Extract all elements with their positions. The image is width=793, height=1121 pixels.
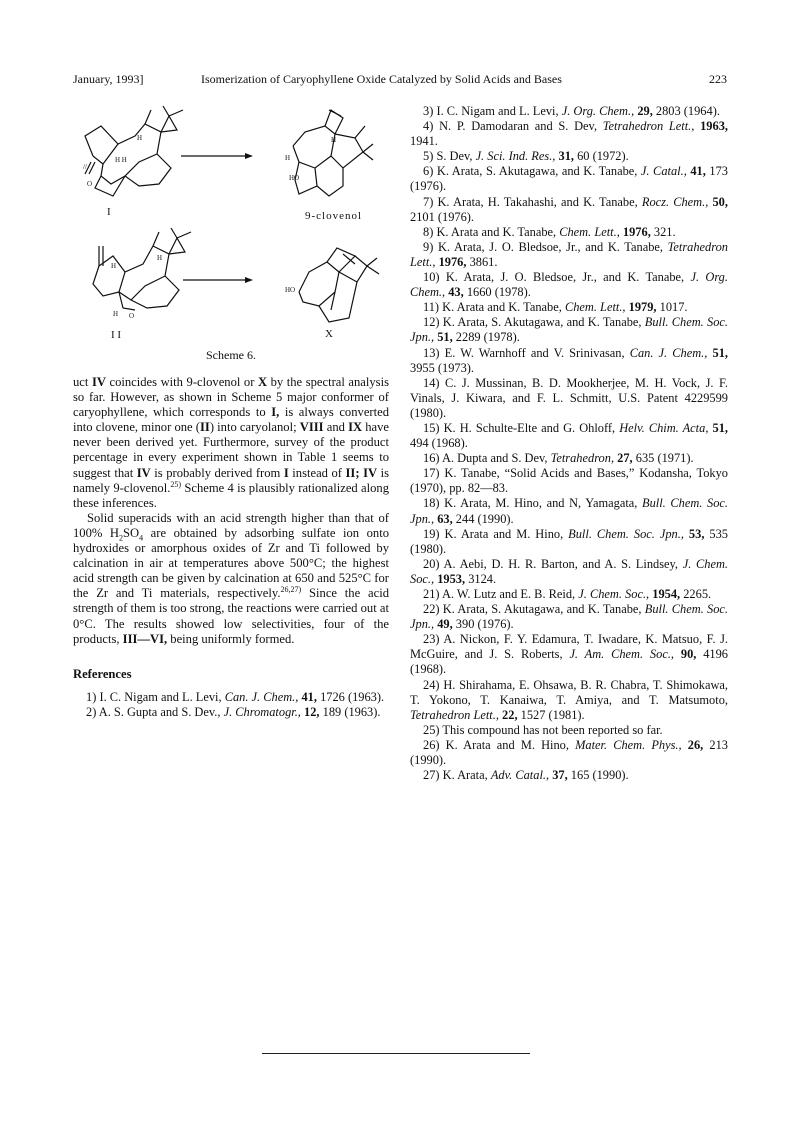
reference-authors: H. Shirahama, E. Ohsawa, B. R. Chabra, T. Shimokawa, T. Yokono, T. Kanaiwa, T. Amiya, and T. Matsumoto, — [410, 677, 728, 707]
page-number: 223 — [709, 72, 727, 86]
reference-number: 14) — [423, 375, 440, 390]
reference-item — [410, 104, 728, 119]
reference-volume: 27, — [617, 451, 633, 466]
reference-item — [410, 149, 728, 164]
reference-authors: A. Aebi, D. H. R. Barton, and A. S. Lindsey, — [443, 556, 683, 571]
reference-item — [410, 225, 728, 240]
reference-journal: Tetrahedron Lett., — [602, 119, 695, 134]
reference-journal: J. Catal., — [640, 164, 687, 179]
header-title: Isomerization of Caryophyllene Oxide Catalyzed by Solid Acids and Bases — [201, 72, 562, 86]
reference-journal: J. Am. Chem. Soc., — [569, 647, 675, 662]
reference-authors: A. Dupta and S. Dev, — [441, 451, 551, 466]
paragraph-2: Solid superacids with an acid strength higher than that of 100% $H_2SO_4$ are obtained by adsorbing sulfate ion onto hydroxides or amorphous oxides of Zr and Ti followed by calcination in air at temperatures above 500°C; the highest acid strength can be given by calcination at 650 and 525°C for the Zr and Ti materials, respectively.$^{26,27)}$ Since the acid strength of them is too strong, the reactions were carried out at 0°C. The results showed low selectivities, four of the products, III—VI, being uniformly formed. — [73, 510, 390, 646]
reference-journal: Bull. Chem. Soc. Jpn., — [410, 602, 729, 632]
reference-authors: E. W. Warnhoff and V. Srinivasan, — [444, 345, 630, 360]
reference-pages: 390 (1976). — [452, 617, 514, 632]
reference-number: 3) — [423, 104, 434, 118]
reference-authors: N. P. Damodaran and S. Dev, — [439, 119, 603, 134]
reference-item — [410, 164, 728, 194]
left-column — [73, 96, 389, 720]
reference-journal: J. Org. Chem., — [561, 104, 635, 118]
reference-journal: Chem. Lett., — [564, 300, 626, 315]
scheme-6-figure — [73, 96, 389, 366]
reference-authors: This compound has not been reported so far. — [442, 722, 663, 737]
reference-journal: Tetrahedron Lett., — [410, 707, 499, 722]
reference-pages: 2101 (1976). — [410, 209, 475, 224]
reference-volume: 26, — [687, 737, 704, 752]
reference-authors: K. Arata and K. Tanabe, — [442, 300, 565, 315]
reference-pages: 3124. — [465, 571, 497, 586]
reference-journal: J. Sci. Ind. Res., — [475, 149, 556, 164]
reference-authors: K. Arata, S. Akutagawa, and K. Tanabe, — [442, 602, 645, 617]
reference-item — [410, 466, 728, 496]
reference-pages: 3861. — [466, 254, 498, 269]
reference-pages: 2265. — [680, 587, 712, 601]
reference-volume: 1976, — [622, 224, 651, 239]
reference-number: 15) — [423, 420, 440, 435]
reference-pages: 535 (1980). — [410, 526, 728, 556]
reference-item — [410, 240, 728, 270]
reference-item — [410, 119, 728, 149]
references-heading: References — [73, 666, 132, 681]
label-I: I — [107, 206, 111, 218]
reference-pages: 3955 (1973). — [410, 360, 475, 375]
reference-item — [410, 587, 728, 602]
reference-number: 6) — [423, 164, 434, 179]
structure-I — [85, 106, 183, 196]
svg-text:H H: H H — [115, 156, 127, 164]
reference-volume: 41, — [690, 164, 706, 179]
reference-item — [410, 270, 728, 300]
reference-item — [73, 690, 389, 705]
reference-volume: 49, — [437, 617, 453, 632]
reference-pages: 321. — [650, 224, 676, 239]
reference-pages: 635 (1971). — [632, 451, 694, 466]
label-X: X — [325, 328, 333, 340]
reference-number: 26) — [423, 737, 440, 752]
reference-pages: 4196 (1968). — [410, 647, 728, 677]
reference-volume: 53, — [688, 526, 705, 541]
reference-number: 22) — [423, 602, 440, 617]
reference-journal: Bull. Chem. Soc. Jpn., — [568, 526, 684, 541]
reference-journal: Tetrahedron, — [550, 451, 615, 466]
reference-volume: 12, — [304, 704, 320, 719]
reference-pages: 2289 (1978). — [452, 330, 520, 345]
reference-number: 10) — [423, 270, 440, 285]
label-II: I I — [111, 329, 122, 341]
reference-number: 5) — [423, 149, 434, 164]
reference-number: 8) — [423, 224, 434, 239]
reference-number: 13) — [423, 345, 440, 360]
svg-text:H: H — [157, 254, 163, 262]
reference-volume: 1953, — [437, 571, 466, 586]
svg-text:H: H — [285, 154, 291, 162]
reference-journal: Bull. Chem. Soc. Jpn., — [410, 496, 728, 526]
reference-journal: Chem. Lett., — [559, 224, 620, 239]
reference-authors: K. Arata, H. Takahashi, and K. Tanabe, — [437, 194, 642, 209]
reference-authors: S. Dev, — [436, 149, 476, 164]
paragraph-1: uct IV coincides with 9-clovenol or X by the spectral analysis so far. However, as shown in Scheme 5 major conformer of caryophyllene, which corresponds to I, is always converted into clovene, minor one (II) into caryolanol; VIII and IX have never been derived yet. Furthermore, survey of the product percentage in every experiment shown in Table 1 seems to suggest that IV is probably derived from I instead of II; IV is namely 9-clovenol.$^{25)}$ Scheme 4 is plausibly rationalized along these inferences. — [73, 375, 390, 510]
reference-volume: 1976, — [438, 254, 467, 269]
reference-pages: 244 (1990). — [452, 511, 514, 526]
right-column — [410, 104, 728, 783]
reference-authors: K. Arata and K. Tanabe, — [436, 224, 560, 239]
reference-authors: A. Nickon, F. Y. Edamura, T. Iwadare, K. Matsuo, F. J. McGuire, and J. S. Roberts, — [410, 632, 728, 662]
reference-item — [410, 300, 728, 315]
reference-authors: K. Arata, — [442, 768, 491, 783]
reference-journal: Mater. Chem. Phys., — [575, 737, 682, 752]
structure-9-clovenol — [293, 110, 373, 196]
reference-volume: 63, — [437, 511, 453, 526]
reference-number: 27) — [423, 768, 440, 783]
reference-item — [73, 705, 389, 720]
reference-pages: 1660 (1978). — [463, 285, 531, 300]
reference-item — [410, 315, 728, 345]
reference-volume: 1954, — [652, 587, 681, 601]
reference-authors: K. Arata and M. Hino, — [445, 737, 576, 752]
reference-authors: K. Arata, S. Akutagawa, and K. Tanabe, — [436, 164, 641, 179]
svg-text:O: O — [129, 312, 135, 320]
reference-journal: J. Org. Chem., — [410, 270, 728, 300]
reference-journal: Helv. Chim. Acta, — [619, 420, 709, 435]
reference-journal: J. Chem. Soc., — [410, 556, 729, 586]
reference-pages: 189 (1963). — [319, 704, 381, 719]
reference-number: 20) — [423, 556, 440, 571]
reference-authors: A. S. Gupta and S. Dev., — [98, 704, 224, 719]
reference-item — [410, 738, 728, 768]
reference-item — [410, 723, 728, 738]
reference-item — [410, 451, 728, 466]
reference-volume: 51, — [712, 420, 728, 435]
reference-authors: A. W. Lutz and E. B. Reid, — [441, 587, 579, 601]
reference-number: 19) — [423, 526, 440, 541]
references-list-right — [410, 104, 728, 783]
reference-authors: K. Tanabe, “Solid Acids and Bases,” Kodansha, Tokyo (1970), pp. 82—83. — [410, 466, 728, 496]
header-date: January, 1993] — [73, 72, 144, 86]
reference-pages: 60 (1972). — [574, 149, 629, 164]
reference-volume: 50, — [712, 194, 728, 209]
label-9-clovenol: 9-clovenol — [305, 210, 363, 222]
reference-pages: 1017. — [656, 300, 688, 315]
reference-number: 11) — [423, 300, 440, 315]
reference-pages: 165 (1990). — [567, 768, 629, 783]
reference-volume: 51, — [712, 345, 728, 360]
reference-item — [410, 527, 728, 557]
scheme-caption: Scheme 6. — [206, 348, 256, 362]
svg-text:H: H — [331, 136, 337, 144]
reference-volume: 1963, — [700, 119, 728, 134]
reference-number: 4) — [423, 119, 434, 134]
reference-number: 18) — [423, 496, 440, 511]
reference-journal: Tetrahedron Lett., — [410, 239, 728, 269]
reference-pages: 1527 (1981). — [517, 707, 585, 722]
reference-volume: 43, — [448, 285, 464, 300]
reference-pages: 2803 (1964). — [652, 104, 720, 118]
reference-item — [410, 376, 728, 421]
reference-journal: Adv. Catal., — [490, 768, 550, 783]
reference-number: 16) — [423, 451, 440, 466]
reference-authors: K. Arata, J. O. Bledsoe, Jr., and K. Tanabe, — [437, 239, 668, 254]
reference-authors: K. H. Schulte-Elte and G. Ohloff, — [443, 420, 620, 435]
reference-item — [410, 557, 728, 587]
references-list-left — [73, 690, 389, 720]
reference-volume: 37, — [552, 768, 568, 783]
reference-item — [410, 768, 728, 783]
reference-item — [410, 678, 728, 723]
svg-text:H: H — [137, 134, 143, 142]
reference-number: 2) — [86, 704, 97, 719]
reference-number: 12) — [423, 315, 440, 330]
reference-pages: 494 (1968). — [410, 436, 468, 451]
reference-authors: I. C. Nigam and L. Levi, — [99, 689, 225, 704]
reference-volume: 1979, — [628, 300, 657, 315]
structure-II — [93, 228, 191, 310]
reference-journal: Bull. Chem. Soc. Jpn., — [410, 315, 729, 345]
reference-item — [410, 346, 728, 376]
body-text — [73, 375, 389, 647]
reference-number: 17) — [423, 466, 440, 481]
reference-journal: J. Chromatogr., — [223, 704, 301, 719]
svg-text:HO: HO — [289, 174, 300, 182]
reference-volume: 90, — [680, 647, 697, 662]
reference-item — [410, 421, 728, 451]
running-header — [73, 72, 727, 88]
reference-pages: 1941. — [410, 134, 438, 149]
end-rule — [262, 1053, 530, 1054]
reference-authors: K. Arata, J. O. Bledsoe, Jr., and K. Tanabe, — [445, 270, 691, 285]
reference-authors: I. C. Nigam and L. Levi, — [436, 104, 562, 118]
reference-pages: 173 (1976). — [410, 164, 728, 194]
reference-journal: Rocz. Chem., — [641, 194, 709, 209]
reference-volume: 22, — [502, 707, 518, 722]
reference-item — [410, 632, 728, 677]
reference-authors: K. Arata, S. Akutagawa, and K. Tanabe, — [442, 315, 645, 330]
svg-text:O: O — [87, 180, 93, 188]
reference-authors: C. J. Mussinan, B. D. Mookherjee, M. H. Vock, J. F. Vinals, J. Kiwara, and F. L. Schmitt, U.S. Patent 4229599 (1980). — [410, 375, 728, 420]
reference-authors: K. Arata, M. Hino, and N, Yamagata, — [444, 496, 643, 511]
reference-journal: J. Chem. Soc., — [578, 587, 650, 601]
reference-pages: 213 (1990). — [410, 737, 728, 768]
reference-number: 23) — [423, 632, 440, 647]
reference-item — [410, 195, 728, 225]
svg-text:H: H — [111, 262, 117, 270]
reference-volume: 41, — [301, 689, 317, 704]
reference-journal: Can. J. Chem., — [224, 689, 299, 704]
reference-item — [410, 602, 728, 632]
reference-number: 25) — [423, 722, 440, 737]
reference-number: 1) — [86, 689, 97, 704]
svg-text:HO: HO — [285, 286, 296, 294]
svg-text:H: H — [113, 310, 119, 318]
reference-volume: 31, — [558, 149, 574, 164]
reference-authors: K. Arata and M. Hino, — [444, 526, 569, 541]
svg-text://: // — [83, 163, 87, 171]
structure-X — [299, 248, 379, 322]
reference-number: 7) — [423, 194, 434, 209]
reference-item — [410, 496, 728, 526]
reference-journal: Can. J. Chem., — [629, 345, 708, 360]
reference-volume: 51, — [437, 330, 453, 345]
reference-number: 9) — [423, 239, 434, 254]
reference-pages: 1726 (1963). — [316, 689, 385, 704]
reference-number: 21) — [423, 587, 440, 601]
reference-number: 24) — [423, 677, 440, 692]
reference-volume: 29, — [637, 104, 653, 118]
